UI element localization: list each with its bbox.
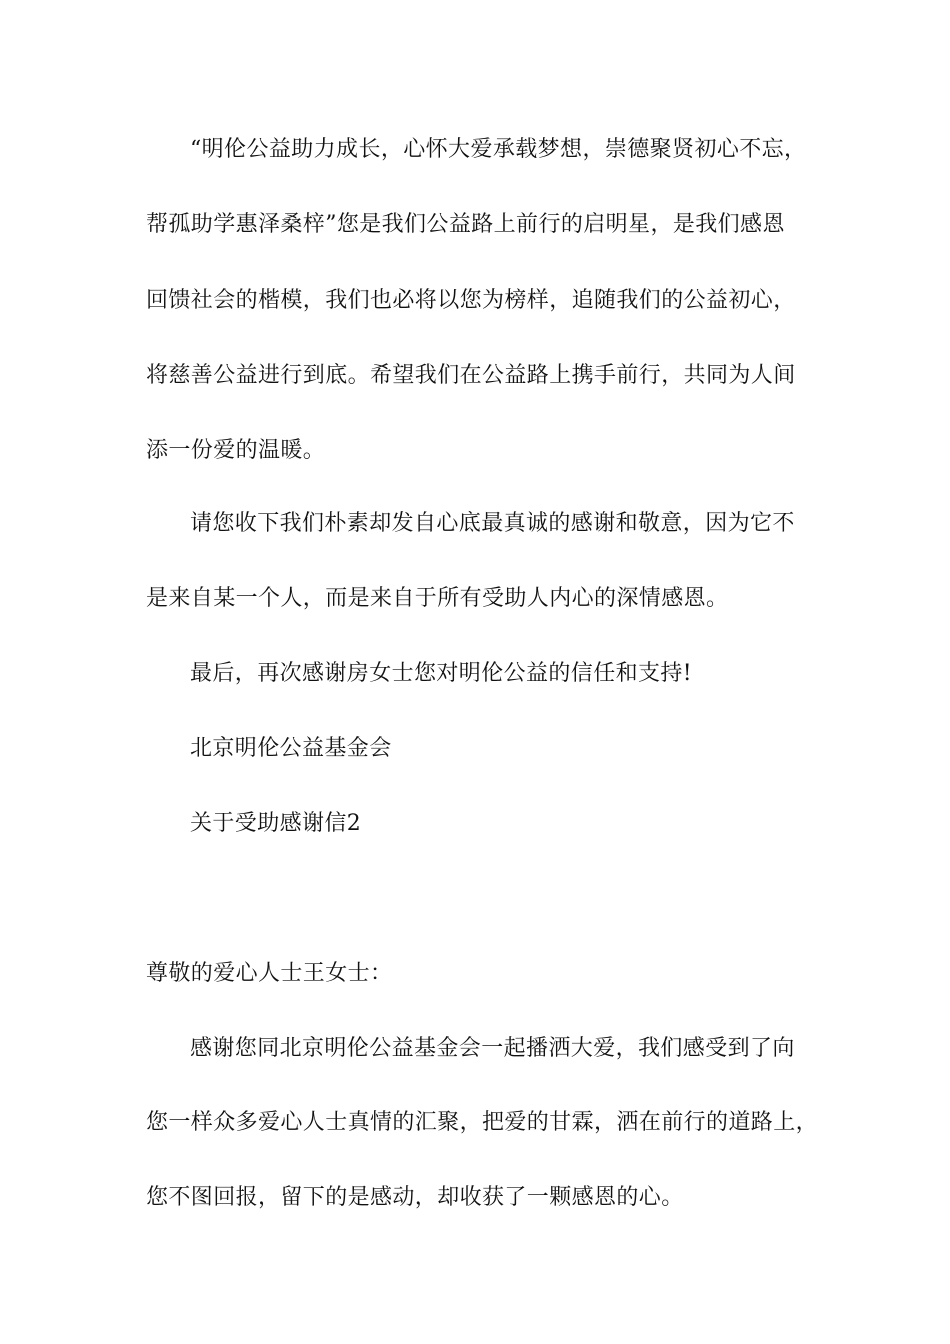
paragraph-line: 是来自某一个人，而是来自于所有受助人内心的深情感恩。 bbox=[146, 586, 729, 611]
paragraph-line: 您一样众多爱心人士真情的汇聚，把爱的甘霖，洒在前行的道路上， bbox=[146, 1110, 819, 1135]
paragraph-line: 帮孤助学惠泽桑梓”您是我们公益路上前行的启明星，是我们感恩 bbox=[146, 212, 785, 237]
section-title: 关于受助感谢信2 bbox=[190, 811, 362, 836]
signature-line: 北京明伦公益基金会 bbox=[190, 736, 392, 761]
salutation-line: 尊敬的爱心人士王女士： bbox=[146, 961, 393, 986]
paragraph-line: “明伦公益助力成长，心怀大爱承载梦想，崇德聚贤初心不忘， bbox=[190, 137, 807, 162]
paragraph-line: 感谢您同北京明伦公益基金会一起播洒大爱，我们感受到了向 bbox=[190, 1036, 795, 1061]
paragraph-line: 添一份爱的温暖。 bbox=[146, 438, 326, 463]
paragraph-line: 将慈善公益进行到底。希望我们在公益路上携手前行，共同为人间 bbox=[146, 363, 796, 388]
closing-line: 最后，再次感谢房女士您对明伦公益的信任和支持! bbox=[190, 661, 693, 686]
paragraph-line: 回馈社会的楷模，我们也必将以您为榜样，追随我们的公益初心， bbox=[146, 288, 796, 313]
paragraph-line: 您不图回报，留下的是感动，却收获了一颗感恩的心。 bbox=[146, 1185, 684, 1210]
paragraph-line: 请您收下我们朴素却发自心底最真诚的感谢和敬意，因为它不 bbox=[190, 511, 795, 536]
